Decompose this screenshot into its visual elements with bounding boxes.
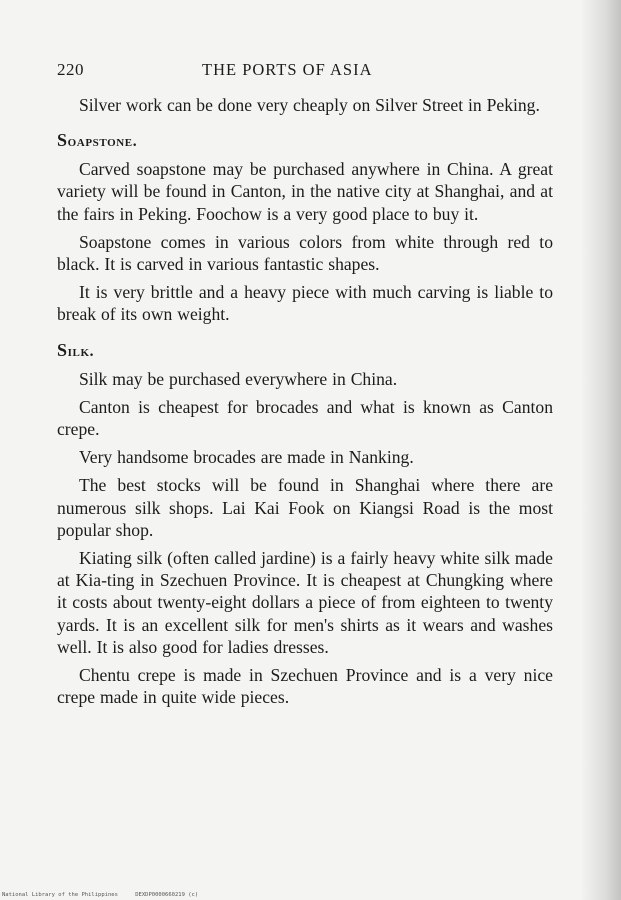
heading-rest: ilk. bbox=[67, 342, 95, 360]
paragraph-silk-canton: Canton is cheapest for brocades and what is known as Canton crepe. bbox=[57, 396, 553, 440]
running-head bbox=[57, 60, 553, 86]
paragraph-silk-everywhere: Silk may be purchased everywhere in China. bbox=[79, 368, 398, 389]
paragraph-silk-shanghai: The best stocks will be found in Shanghai where there are numerous silk shops. Lai Kai Fook on Kiangsi Road is the most popular shop. bbox=[57, 475, 553, 540]
page-number: 220 bbox=[57, 60, 84, 79]
heading-initial: S bbox=[57, 130, 68, 151]
heading-initial: S bbox=[57, 339, 68, 360]
section-heading-soapstone bbox=[57, 130, 553, 152]
heading-rest: oapstone. bbox=[67, 133, 138, 151]
paragraph-soapstone-colors: Soapstone comes in various colors from white through red to black. It is carved in various fantastic shapes. bbox=[57, 231, 553, 275]
book-page bbox=[57, 60, 553, 714]
scan-code: DEXDP0000660219 (c) bbox=[135, 892, 199, 898]
paragraph-silver-work: Silver work can be done very cheaply on Silver Street in Peking. bbox=[79, 95, 540, 115]
section-heading-silk bbox=[57, 340, 553, 362]
digitization-stamp bbox=[2, 892, 212, 898]
paragraph-silk-kiating: Kiating silk (often called jardine) is a fairly heavy white silk made at Kia-ting in Szechuen Province. It is cheapest at Chungking where it costs about twenty-eight dollars a piece of from eighteen to twenty yards. It is an excellent silk for men's shirts as it wears and washes well. It is also good for ladies dresses. bbox=[57, 548, 553, 657]
paragraph-silk-nanking: Very handsome brocades are made in Nanking. bbox=[79, 447, 414, 468]
paragraph-silk-chentu: Chentu crepe is made in Szechuen Province and is a very nice crepe made in quite wide pieces. bbox=[57, 665, 553, 708]
running-title: THE PORTS OF ASIA bbox=[202, 60, 373, 79]
library-name: National Library of the Philippines bbox=[2, 892, 118, 898]
page-edge-shadow bbox=[581, 0, 621, 900]
paragraph-soapstone-purchase: Carved soapstone may be purchased anywhere in China. A great variety will be found in Canton, in the native city at Shanghai, and at the fairs in Peking. Foochow is a very good place to buy it. bbox=[57, 159, 553, 224]
paragraph-soapstone-brittle: It is very brittle and a heavy piece with much carving is liable to break of its own weight. bbox=[57, 282, 553, 325]
